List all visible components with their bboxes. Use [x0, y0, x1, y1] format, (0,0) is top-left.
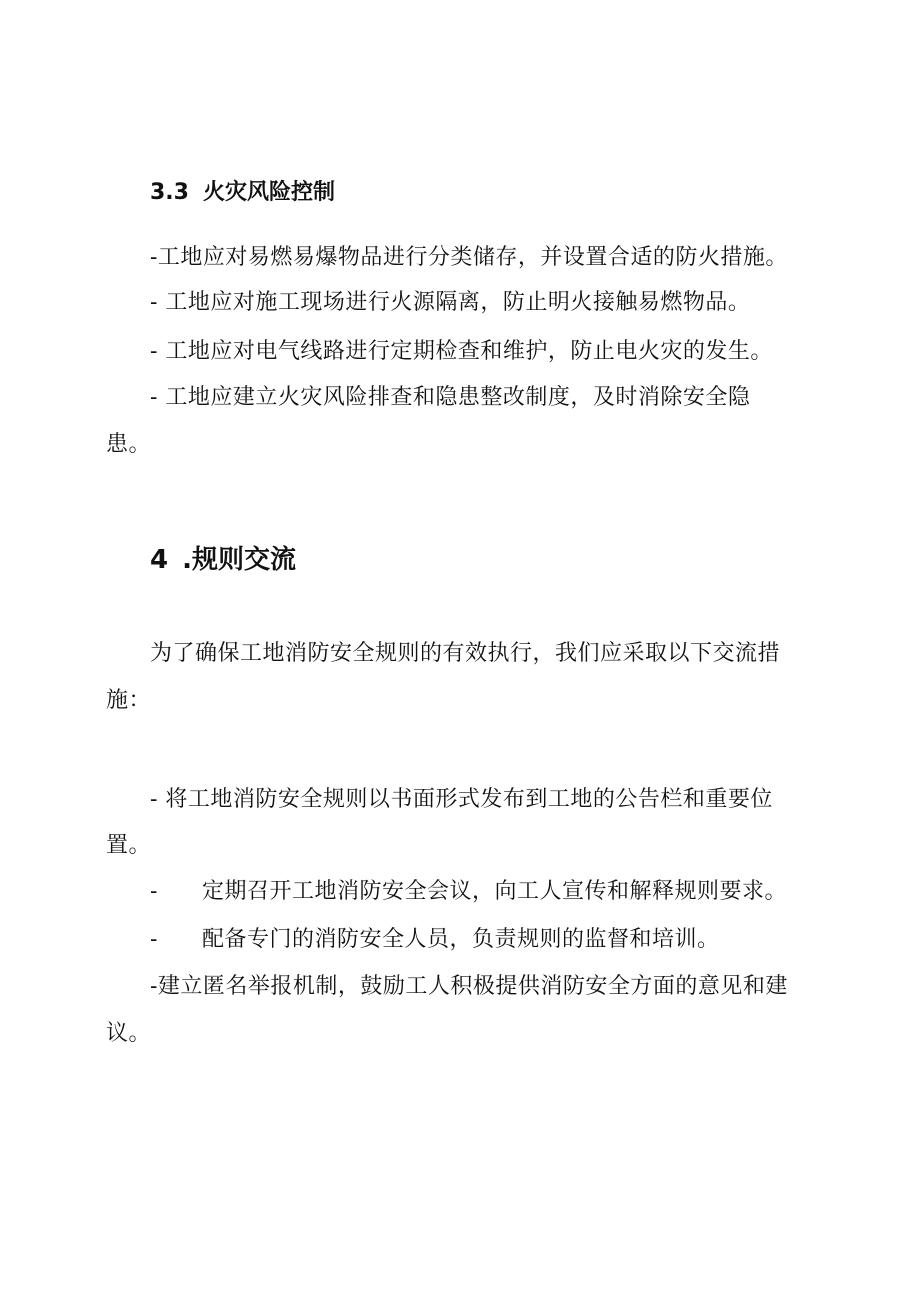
list-item-continuation: 患。 [106, 432, 152, 457]
list-dash: - [150, 927, 158, 952]
section-3-3-number: 3.3 [150, 180, 189, 205]
list-item-text: 定期召开工地消防安全会议，向工人宣传和解释规则要求。 [201, 879, 787, 904]
list-item: -工地应对易燃易爆物品进行分类储存，并设置合适的防火措施。 [150, 245, 788, 270]
intro-paragraph-line: 为了确保工地消防安全规则的有效执行，我们应采取以下交流措 [150, 641, 781, 666]
list-item: - 工地应对施工现场进行火源隔离，防止明火接触易燃物品。 [150, 290, 751, 315]
list-item [150, 877, 787, 907]
list-item: - 工地应对电气线路进行定期检查和维护，防止电火灾的发生。 [150, 339, 773, 364]
list-item-continuation: 议。 [106, 1021, 152, 1046]
section-4-heading [150, 543, 296, 577]
list-item: - 工地应建立火灾风险排查和隐患整改制度，及时消除安全隐 [150, 385, 751, 410]
list-item [150, 925, 719, 955]
section-4-number: 4 [150, 545, 169, 575]
list-item-text: 配备专门的消防安全人员，负责规则的监督和培训。 [201, 927, 720, 952]
list-item: -建立匿名举报机制，鼓励工人积极提供消防安全方面的意见和建 [150, 974, 788, 999]
section-4-title: .规则交流 [182, 545, 296, 575]
intro-paragraph-continuation: 施： [106, 688, 152, 713]
list-item-continuation: 置。 [106, 833, 152, 858]
list-dash: - [150, 879, 158, 904]
section-3-3-title: 火灾风险控制 [202, 180, 335, 205]
list-item: - 将工地消防安全规则以书面形式发布到工地的公告栏和重要位 [150, 787, 773, 812]
section-3-3-heading [150, 178, 335, 208]
